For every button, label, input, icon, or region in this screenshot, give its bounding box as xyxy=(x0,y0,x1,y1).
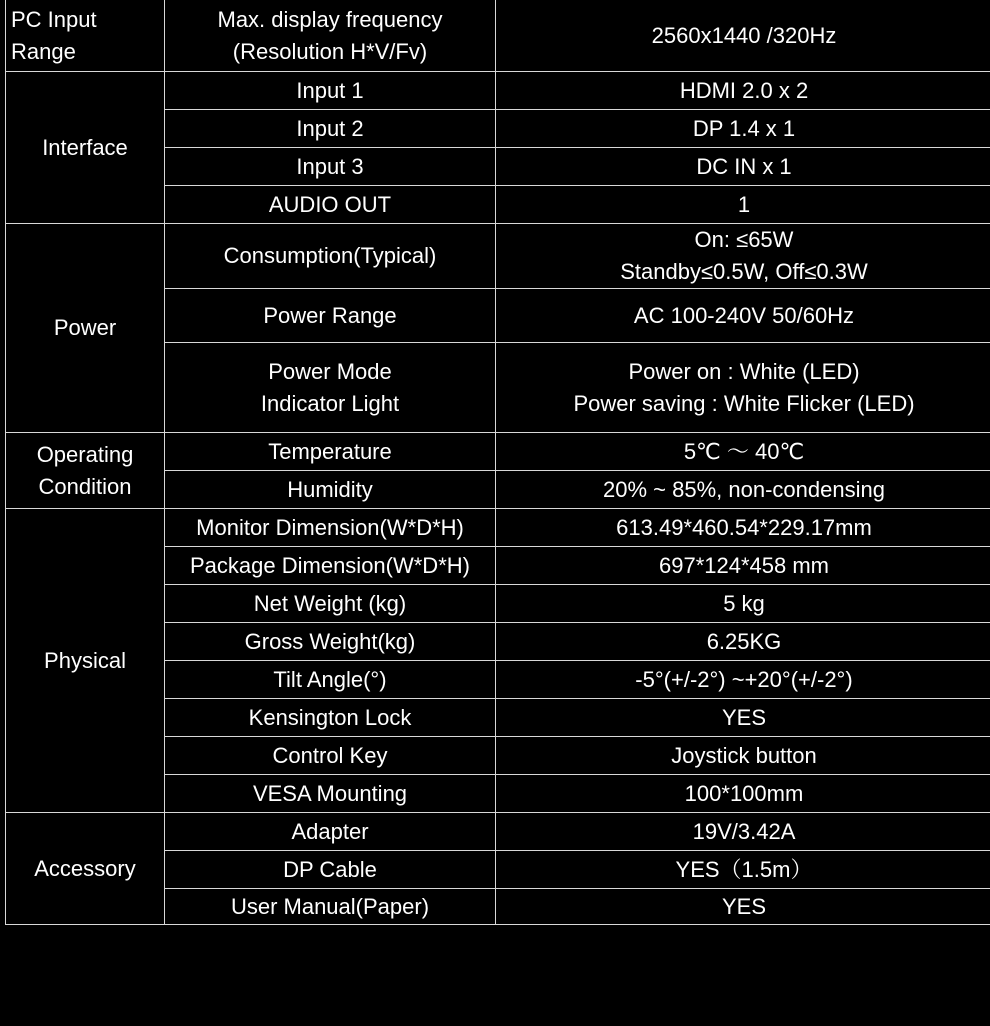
group-power: Power xyxy=(6,224,165,433)
table-row xyxy=(6,72,990,110)
row-value-package-dimension: 697*124*458 mm xyxy=(496,547,990,585)
row-label-power-range: Power Range xyxy=(165,289,496,343)
table-row xyxy=(6,813,990,851)
row-value-input-3: DC IN x 1 xyxy=(496,148,990,186)
row-label-adapter: Adapter xyxy=(165,813,496,851)
row-value-input-1: HDMI 2.0 x 2 xyxy=(496,72,990,110)
table-row xyxy=(6,509,990,547)
group-interface: Interface xyxy=(6,72,165,224)
row-value-dp-cable: YES（1.5m） xyxy=(496,851,990,889)
row-value-max-display-frequency: 2560x1440 /320Hz xyxy=(496,0,990,72)
row-label-vesa-mounting: VESA Mounting xyxy=(165,775,496,813)
row-value-vesa-mounting: 100*100mm xyxy=(496,775,990,813)
row-label-consumption: Consumption(Typical) xyxy=(165,224,496,289)
row-label-input-3: Input 3 xyxy=(165,148,496,186)
row-value-kensington-lock: YES xyxy=(496,699,990,737)
row-label-tilt-angle: Tilt Angle(°) xyxy=(165,661,496,699)
group-operating-condition: Operating Condition xyxy=(6,433,165,509)
row-label-temperature: Temperature xyxy=(165,433,496,471)
table-row xyxy=(6,224,990,289)
spec-table xyxy=(5,0,990,925)
row-label-net-weight: Net Weight (kg) xyxy=(165,585,496,623)
row-value-monitor-dimension: 613.49*460.54*229.17mm xyxy=(496,509,990,547)
row-value-net-weight: 5 kg xyxy=(496,585,990,623)
row-label-max-display-frequency: Max. display frequency (Resolution H*V/Fv) xyxy=(165,0,496,72)
row-value-input-2: DP 1.4 x 1 xyxy=(496,110,990,148)
row-label-kensington-lock: Kensington Lock xyxy=(165,699,496,737)
row-value-control-key: Joystick button xyxy=(496,737,990,775)
table-row xyxy=(6,433,990,471)
table-row xyxy=(6,0,990,72)
row-label-power-mode-indicator: Power Mode Indicator Light xyxy=(165,343,496,433)
group-physical: Physical xyxy=(6,509,165,813)
row-label-control-key: Control Key xyxy=(165,737,496,775)
row-value-consumption: On: ≤65W Standby≤0.5W, Off≤0.3W xyxy=(496,224,990,289)
row-value-gross-weight: 6.25KG xyxy=(496,623,990,661)
row-label-input-2: Input 2 xyxy=(165,110,496,148)
row-label-gross-weight: Gross Weight(kg) xyxy=(165,623,496,661)
row-value-power-range: AC 100-240V 50/60Hz xyxy=(496,289,990,343)
row-label-dp-cable: DP Cable xyxy=(165,851,496,889)
row-value-power-mode-indicator: Power on : White (LED) Power saving : White Flicker (LED) xyxy=(496,343,990,433)
row-label-monitor-dimension: Monitor Dimension(W*D*H) xyxy=(165,509,496,547)
row-label-input-1: Input 1 xyxy=(165,72,496,110)
row-value-tilt-angle: -5°(+/-2°) ~+20°(+/-2°) xyxy=(496,661,990,699)
group-pc-input-range: PC Input Range xyxy=(6,0,165,72)
group-accessory: Accessory xyxy=(6,813,165,925)
row-label-humidity: Humidity xyxy=(165,471,496,509)
row-label-audio-out: AUDIO OUT xyxy=(165,186,496,224)
row-value-temperature: 5℃ ～ 40℃ xyxy=(496,433,990,471)
row-value-audio-out: 1 xyxy=(496,186,990,224)
row-value-user-manual: YES xyxy=(496,889,990,925)
row-value-humidity: 20% ~ 85%, non-condensing xyxy=(496,471,990,509)
row-value-adapter: 19V/3.42A xyxy=(496,813,990,851)
row-label-user-manual: User Manual(Paper) xyxy=(165,889,496,925)
row-label-package-dimension: Package Dimension(W*D*H) xyxy=(165,547,496,585)
